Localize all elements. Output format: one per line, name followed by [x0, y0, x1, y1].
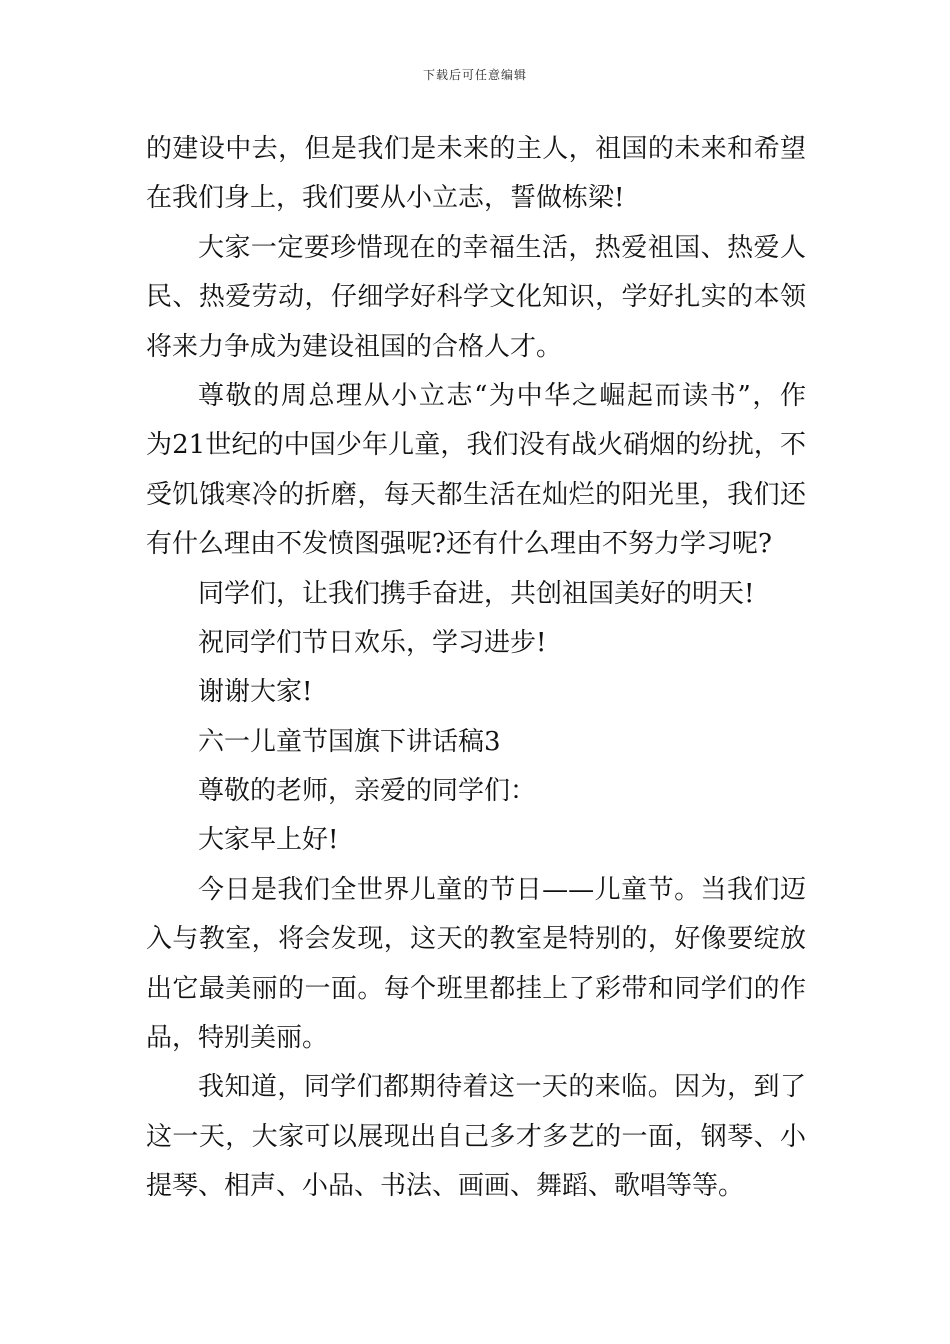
document-body — [146, 125, 806, 1212]
text-line: 入与教室，将会发现，这天的教室是特别的，好像要绽放 — [146, 924, 806, 955]
section-title: 六一儿童节国旗下讲话稿3 — [198, 726, 501, 757]
page-header: 下载后可任意编辑 — [422, 68, 527, 82]
text-line: 出它最美丽的一面。每个班里都挂上了彩带和同学们的作 — [146, 973, 806, 1004]
text-line: 品，特别美丽。 — [146, 1023, 329, 1054]
text-line: 民、热爱劳动，仔细学好科学文化知识，学好扎实的本领 — [146, 282, 806, 313]
text-line: 将来力争成为建设祖国的合格人才。 — [146, 331, 563, 362]
text-line: 大家一定要珍惜现在的幸福生活，热爱祖国、热爱人 — [198, 232, 806, 263]
text-line: 这一天，大家可以展现出自己多才多艺的一面，钢琴、小 — [146, 1121, 806, 1152]
text-line: 尊敬的老师，亲爱的同学们： — [198, 776, 537, 807]
text-line: 祝同学们节日欢乐，学习进步! — [198, 627, 547, 658]
text-line: 谢谢大家! — [198, 677, 313, 708]
text-line: 同学们，让我们携手奋进，共创祖国美好的明天! — [198, 578, 755, 609]
text-line: 为21世纪的中国少年儿童，我们没有战火硝烟的纷扰，不 — [146, 430, 806, 461]
text-line: 受饥饿寒冷的折磨，每天都生活在灿烂的阳光里，我们还 — [146, 479, 806, 510]
text-line: 我知道，同学们都期待着这一天的来临。因为，到了 — [198, 1072, 806, 1103]
text-line: 尊敬的周总理从小立志“为中华之崛起而读书”，作 — [198, 380, 806, 411]
text-line: 大家早上好! — [198, 825, 339, 856]
text-line: 提琴、相声、小品、书法、画画、舞蹈、歌唱等等。 — [146, 1171, 745, 1202]
text-line: 在我们身上，我们要从小立志，誓做栋梁! — [146, 183, 625, 214]
text-line: 今日是我们全世界儿童的节日——儿童节。当我们迈 — [198, 874, 806, 905]
text-line: 的建设中去，但是我们是未来的主人，祖国的未来和希望 — [146, 134, 806, 164]
text-line: 有什么理由不发愤图强呢?还有什么理由不努力学习呢? — [146, 529, 772, 560]
